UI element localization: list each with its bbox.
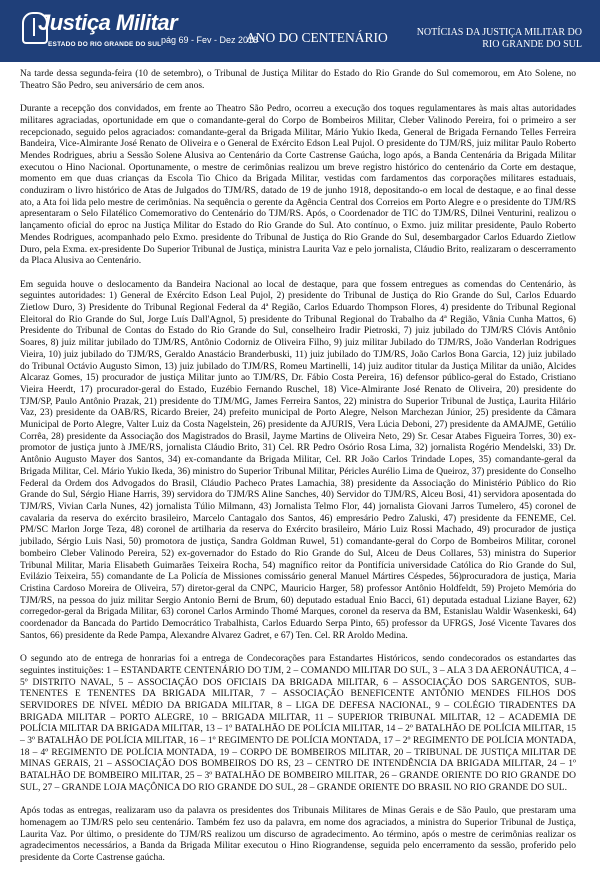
paragraph: Em seguida houve o deslocamento da Bandeira Nacional ao local de destaque, para que fossem entregues as comendas do Centenário, às seguintes autoridades: 1) General de Exército Edson Leal Pujol, 2) presidente do Tribunal de Justiça do Rio Grande do Sul, Carlos Eduardo Zietlow Duro, 3) Presidente do Tribunal Regional Federal da 4ª Região, Carlos Eduardo Thompson Flores, 4) presidente do Tribunal Regional Eleitoral do Rio Grande do Sul, Jorge Luís Dall'Agnol, 5) presidente do Tribunal Regional do Trabalho da 4ª Região, Vânia Cunha Mattos, 6) Presidente do Tribunal de Contas do Estado do Rio Grande do Sul, conselheiro Iradir Pietroski, 7) juiz jubilado do TJM/RS Clóvis Antônio Soares, 8) juiz militar jubilado do TJM/RS, Antônio Codorniz de Oliveira Filho, 9) juiz militar Jubilado do TJM/RS, João Vanderlan Rodrigues Vieira, 10) juiz jubilado do TJM/RS, Geraldo Anastácio Branderbuski, 11) juiz jubilado do TJM/RS, João Carlos Bona Garcia, 12) juiz jubilado do Tribunal Octávio Augusto Simon, 13) juiz jubilado do TJM/RS, Romeu Martinelli, 14) juiz auditor titular da Justiça Militar da união, Alcides Alcaraz Gomes, 15) procurador de justiça Militar junto ao TJM/RS, Dr. Fábio Costa Pereira, 16) defensor público-geral do Estado, Cristiano Vieira Heerdt, 17) procurador-geral do Estado, Euzébio Fernando Ruschel, 18) Vice-Almirante José Renato de Oliveira, 20) presidente do TJM/SP, Paulo Antônio Prazak, 21) presidente do TJM/MG, James Ferreira Santos, 22) ministra do Superior Tribunal de Justiça, Laurita Hilário Vaz, 23) presidente da OAB/RS, Ricardo Breier, 24) prefeito municipal de Porto Alegre, Nelson Marchezan Júnior, 25) presidente da Câmara Municipal de Porto Alegre, Valter Luiz da Costa Nagelstein, 26) presidente da AJURIS, Vera Lúcia Deboni, 27) presidente da AMAJME, Getúlio Corrêa, 28) presidente da Associação dos Magistrados do Brasil, Jayme Martins de Oliveira Neto, 29) Sr. Cesar Atabes Figueira Torres, 30) ex-promotor de justiça junto à JME/RS, jornalista Cláudio Brito, 31) Cel. RR Pedro Osório Rosa Lima, 32) jornalista Rogério Mendelski, 33) Dr. Antônio Augusto Mayer dos Santos, 34) ex-comandante da Brigada Militar, Cel. RR João Carlos Trindade Lopes, 35) comandante-geral da Brigada Militar, Cel. Mário Yukio Ikeda, 36) ministro do Superior Tribunal Militar, Péricles Aurélio Lima de Queiroz, 37) presidente do Conselho Federal da Ordem dos Advogados do Brasil, Cláudio Pacheco Prates Lamachia, 38) presidente da Associação do Ministério Público do Rio Grande do Sul, Sérgio Hiane Harris, 39) servidora do TJM/RS Aline Sanches, 40) Servidor do TJM/RS, Alceu Bosi, 41) servidora aposentada do TJM/RS, Vivian Carla Nunes, 42) jornalista Túlio Milmann, 43) Jornalista Telmo Flor, 44) jornalista Giovani Jarros Tumelero, 45) coronel de cavalaria da reserva do exército brasileiro, Marcelo Cantagalo dos Santos, 46) empresário Pedro Zaluski, 47) presidente da FENEME, Cel. PM/SC Marlon Jorge Teza, 48) coronel de artilharia da reserva do Exército brasileiro, Mário Luiz Rossi Machado, 49) procurador de justiça jubilado, Sérgio Luis Nasi, 50) promotora de justiça, Sandra Goldman Ruwel, 51) comandante-geral do Corpo de Bombeiros Militar, coronel bombeiro Cleber Valinodo Pereira, 52) ex-governador do Estado do Rio Grande do Sul, Alceu de Deus Collares, 53) ministra do Superior Tribunal Militar, Maria Elisabeth Guimarães Teixeira Rocha, 54) magnífico reitor da Pontifícia universidade Católica do Rio Grande do Sul, Evilázio Teixeira, 55) comandante de La Policía de Missiones comissário general Manuel Mártires Céspedes, 56)procuradora de justiça, Maria Cristina Cardoso Moreira de Oliveira, 57) diretor-geral da CNPC, Mauricio Harger, 58) professor Antônio Holdfeldt, 59) Projeto Memória do TJM/RS, na pessoa do juiz militar Sergio Antonio Berni de Brum, 60) deputado estadual Enio Bacci, 61) deputada estadual Liziane Bayer, 62) corregedor-geral da Brigada Militar, 63) coronel Carlos Armindo Thomé Marques, coronel da reserva da BM, Estanislau Waldir Wasenkeski, 64) coordenador da Bancada do Partido Democrático Trabalhista, Carlos Eduardo Serpa Pinto, 65) professor da UFRGS, José Vicente Tavares dos Santos, 66) presidente da Rede Pampa, Alexandre Alvarez Gadret, e 67) Ten. Cel. RR Aroldo Medina.: [20, 279, 576, 641]
page-info: pág 69 - Fev - Dez 2018: [161, 35, 259, 45]
article-body: [20, 69, 576, 876]
centenary-title: ANO DO CENTENÁRIO: [246, 30, 388, 45]
paragraph: Na tarde dessa segunda-feira (10 de setembro), o Tribunal de Justiça Militar do Estado do Rio Grande do Sul comemorou, em Ato Solene, no Theatro São Pedro, seu aniversário de cem anos.: [20, 69, 576, 91]
paragraph: O segundo ato de entrega de honrarias foi a entrega de Condecorações para Estandartes Históricos, sendo condecorados os estandartes das seguintes instituições: 1 – ESTANDARTE CENTENÁRIO DO TJM, 2 – COMANDO MILITAR DO SUL, 3 – ALA 3 DA AERONÁUTICA, 4 – 5º DISTRITO NAVAL, 5 – ASSOCIAÇÃO DOS OFICIAIS DA BRIGADA MILITAR, 6 – ASSOCIAÇÃO DOS SARGENTOS, SUB-TENENTES E TENENTES DA BRIGADA MILITAR, 7 – ASSOCIAÇÃO BENEFICENTE ANTÔNIO MENDES FILHOS DOS SERVIDORES DE NÍVEL MÉDIO DA BRIGADA MILITAR, 8 – LIGA DE DEFESA NACIONAL, 9 – COLÉGIO TIRADENTES DA BRIGADA MILITAR – PORTO ALEGRE, 10 – BRIGADA MILITAR, 11 – SUPERIOR TRIBUNAL MILITAR, 12 – ACADEMIA DE POLÍCIA MILITAR DA BRIGADA MILITAR, 13 – 1º BATALHÃO DE POLÍCIA MILITAR, 14 – 2º BATALHÃO DE POLÍCIA MILITAR, 15 – 3º BATALHÃO DE POLÍCIA MILITAR, 16 – 1º REGIMENTO DE POLÍCIA MONTADA, 17 – 2º REGIMENTO DE POLÍCIA MONTADA, 18 – 4º REGIMENTO DE POLÍCIA MONTADA, 19 – CORPO DE BOMBEIROS MILITAR, 20 – TRIBUNAL DE JUSTIÇA MILITAR DE MINAS GERAIS, 21 – ASSOCIAÇÃO DOS BOMBEIROS DO RS, 23 – CENTRO DE INTENDÊNCIA DA BRIGADA MILITAR, 24 – 1º BATALHÃO DE BOMBEIRO MILITAR, 25 – 3º BATALHÃO DE BOMBEIRO MILITAR, 26 – GRANDE ORIENTE DO RIO GRANDE DO SUL, 27 – GRANDE LOJA MAÇÔNICA DO RIO GRANDE DO SUL, 28 – GRANDE ORIENTE DO BRASIL NO RIO GRANDE DO SUL.: [20, 654, 576, 793]
paragraph: Após todas as entregas, realizaram uso da palavra os presidentes dos Tribunais Militares de Minas Gerais e de São Paulo, que prestaram uma homenagem ao TJM/RS pelo seu centenário. Também fez uso da palavra, em nome dos agraciados, a ministra do Superior Tribunal de Justiça, Laurita Vaz. Por último, o presidente do TJM/RS realizou um discurso de agradecimento. Ao término, após o mestre de cerimônias realizar os agradecimentos necessários, a Banda da Brigada Militar executou o Hino Riograndense, seguida pelo encerramento da sessão, proferido pelo presidente da Corte Castrense gaúcha.: [20, 806, 576, 864]
logo-title: Justiça Militar: [38, 10, 178, 35]
section-title: NOTÍCIAS DA JUSTIÇA MILITAR DO RIO GRANDE DO SUL: [416, 27, 582, 50]
justica-militar-logo: [22, 10, 178, 54]
logo-subtitle: ESTADO DO RIO GRANDE DO SUL: [48, 41, 162, 48]
page-header: [0, 0, 600, 62]
paragraph: Durante a recepção dos convidados, em frente ao Theatro São Pedro, ocorreu a execução dos toques regulamentares às mais altas autoridades militares agraciadas, oportunidade em que o comandante-geral do Corpo de Bombeiros Militar, Cleber Valinodo Pereira, foi o primeiro a ser recepcionado, seguido pelos agraciados: comandante-geral da Brigada Militar, Mário Yukio Ikeda, General de Brigada Fernando Telles Ferreira Bandeira, Vice-Almirante José Renato de Oliveira e o General de Exército Edson Leal Pujol. O presidente do TJM/RS, juiz militar Paulo Roberto Mendes Rodrigues, abriu a Sessão Solene Alusiva ao Centenário da Corte Castrense Gaúcha, logo após, a Banda Centenária da Brigada Militar executou o Hino Nacional. Oportunamente, o mestre de cerimônias realizou um breve registro histórico do centenário da Corte em destaque, momento em que duas crianças da Escola Tio Chico da Brigada Militar, vestidas com fardamentos das corporações militares estaduais, conduziram o livro histórico de Atas de Julgados do TJM/RS, datado de 19 de junho 1918, depositando-o em local de destaque, e ao final desse ato, a Ata foi lida pelo mestre de cerimônias. Na sequência o gerente da Agência Central dos Correios em Porto Alegre e o presidente do TJM/RS apresentaram o Selo Filatélico Comemorativo do Centenário do TJM/RS. Após, o Coordenador de TIC do TJM/RS, Dilnei Venturini, realizou o lançamento oficial do eproc na Justiça Militar do Estado do Rio Grande do Sul. Ato contínuo, o Exmo. juiz militar presidente, Paulo Roberto Mendes Rodrigues, acompanhado pelo Exmo. presidente do Tribunal de Justiça do Rio Grande do Sul, desembargador Carlos Eduardo Zietlow Duro, pela Exma. ex-presidente Do Superior Tribunal de Justiça, ministra Laurita Vaz e pelo jornalista, Cláudio Brito, realizaram o descerramento da Placa Alusiva ao Centenário.: [20, 104, 576, 267]
